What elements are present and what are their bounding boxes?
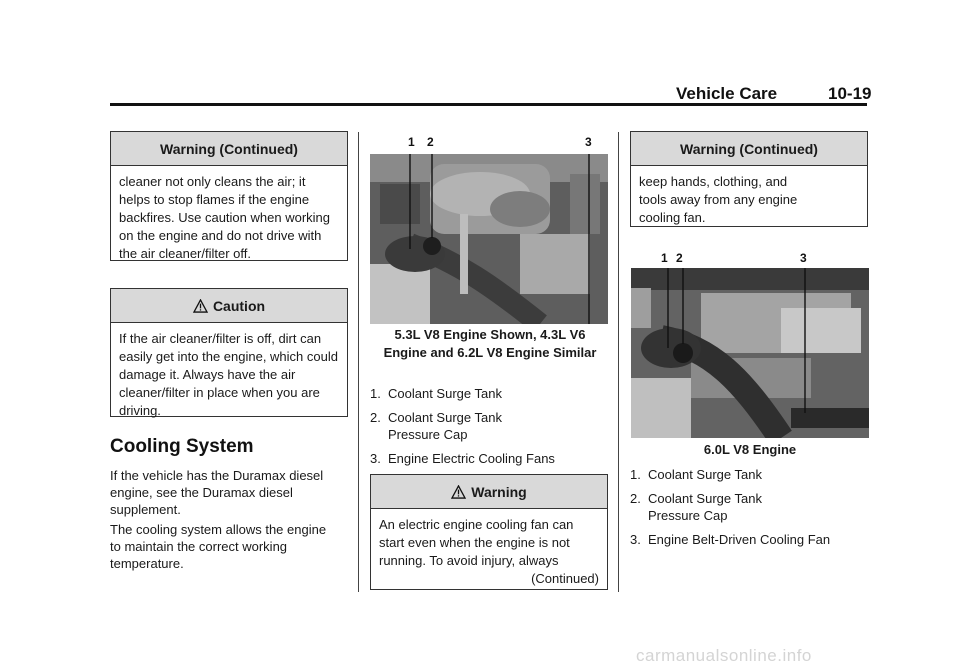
figure1-legend-list bbox=[370, 385, 610, 474]
list-item-number: 2. bbox=[370, 410, 381, 425]
caution-triangle-icon bbox=[193, 299, 208, 313]
figure2-callout-1: 1 bbox=[661, 251, 668, 265]
caution-box-title: Caution bbox=[212, 297, 266, 314]
section-title: Vehicle Care bbox=[676, 84, 778, 103]
continued-label: (Continued) bbox=[531, 571, 599, 586]
cooling-system-heading: Cooling System bbox=[110, 436, 254, 457]
list-item-number: 1. bbox=[630, 467, 641, 482]
column-divider-left bbox=[358, 132, 359, 592]
caution-box bbox=[110, 288, 348, 417]
engine-5-3l-illustration bbox=[370, 154, 608, 324]
header-rule bbox=[110, 103, 867, 106]
column-divider-right bbox=[618, 132, 619, 592]
cooling-paragraph-1: If the vehicle has the Duramax diesel engine, see the Duramax diesel supplement. bbox=[110, 468, 324, 517]
watermark: carmanualsonline.info bbox=[636, 646, 812, 665]
figure1-callout-2: 2 bbox=[427, 135, 434, 149]
list-item bbox=[630, 490, 870, 524]
figure1-callout-3: 3 bbox=[585, 135, 592, 149]
list-item-number: 2. bbox=[630, 491, 641, 506]
warning-continued-box-right bbox=[630, 131, 868, 227]
list-item bbox=[370, 450, 610, 467]
list-item-number: 1. bbox=[370, 386, 381, 401]
warning-triangle-icon bbox=[451, 485, 466, 499]
engine-photo-5-3l bbox=[370, 154, 608, 324]
figure2-caption: 6.0L V8 Engine bbox=[703, 442, 797, 457]
engine-photo-6-0l bbox=[631, 268, 869, 438]
list-item bbox=[630, 466, 870, 483]
warning-right-title: Warning (Continued) bbox=[680, 140, 818, 157]
warning-box-title: Warning (Continued) bbox=[160, 140, 298, 157]
warning-fan-header bbox=[371, 475, 607, 509]
warning-continued-box-left bbox=[110, 131, 348, 261]
list-item-text: Coolant Surge Tank Pressure Cap bbox=[388, 410, 502, 442]
warning-box-header bbox=[111, 132, 347, 166]
list-item bbox=[370, 385, 610, 402]
figure2-callout-2: 2 bbox=[676, 251, 683, 265]
list-item-text: Engine Electric Cooling Fans bbox=[388, 451, 555, 466]
warning-right-header bbox=[631, 132, 867, 166]
warning-right-body: keep hands, clothing, and tools away from any engine cooling fan. bbox=[639, 174, 798, 225]
warning-fan-title: Warning bbox=[471, 483, 527, 500]
list-item-text: Coolant Surge Tank bbox=[648, 467, 762, 482]
cooling-paragraph-2: The cooling system allows the engine to maintain the correct working temperature. bbox=[110, 522, 327, 571]
figure2-callout-3: 3 bbox=[800, 251, 807, 265]
engine-6-0l-illustration bbox=[631, 268, 869, 438]
warning-box-body: cleaner not only cleans the air; it helps to stop flames if the engine backfires. Use caution when working on the engine and do not drive with the air cleaner/filter off. bbox=[119, 174, 330, 261]
warning-fan-body: An electric engine cooling fan can start even when the engine is not running. To avoid injury, always bbox=[379, 517, 574, 568]
list-item-number: 3. bbox=[630, 532, 641, 547]
list-item bbox=[630, 531, 870, 548]
list-item-text: Engine Belt-Driven Cooling Fan bbox=[648, 532, 831, 547]
figure1-callout-1: 1 bbox=[408, 135, 415, 149]
caution-box-header bbox=[111, 289, 347, 323]
warning-box-fan bbox=[370, 474, 608, 590]
list-item bbox=[370, 409, 610, 443]
list-item-text: Coolant Surge Tank bbox=[388, 386, 502, 401]
page-number: 10-19 bbox=[828, 84, 872, 103]
list-item-text: Coolant Surge Tank Pressure Cap bbox=[648, 491, 762, 523]
figure1-caption: 5.3L V8 Engine Shown, 4.3L V6 Engine and 6.2L V8 Engine Similar bbox=[383, 327, 597, 360]
list-item-number: 3. bbox=[370, 451, 381, 466]
caution-box-body: If the air cleaner/filter is off, dirt can easily get into the engine, which could damage it. Always have the air cleaner/filter in place when you are driving. bbox=[119, 331, 338, 418]
figure2-legend-list bbox=[630, 466, 870, 555]
